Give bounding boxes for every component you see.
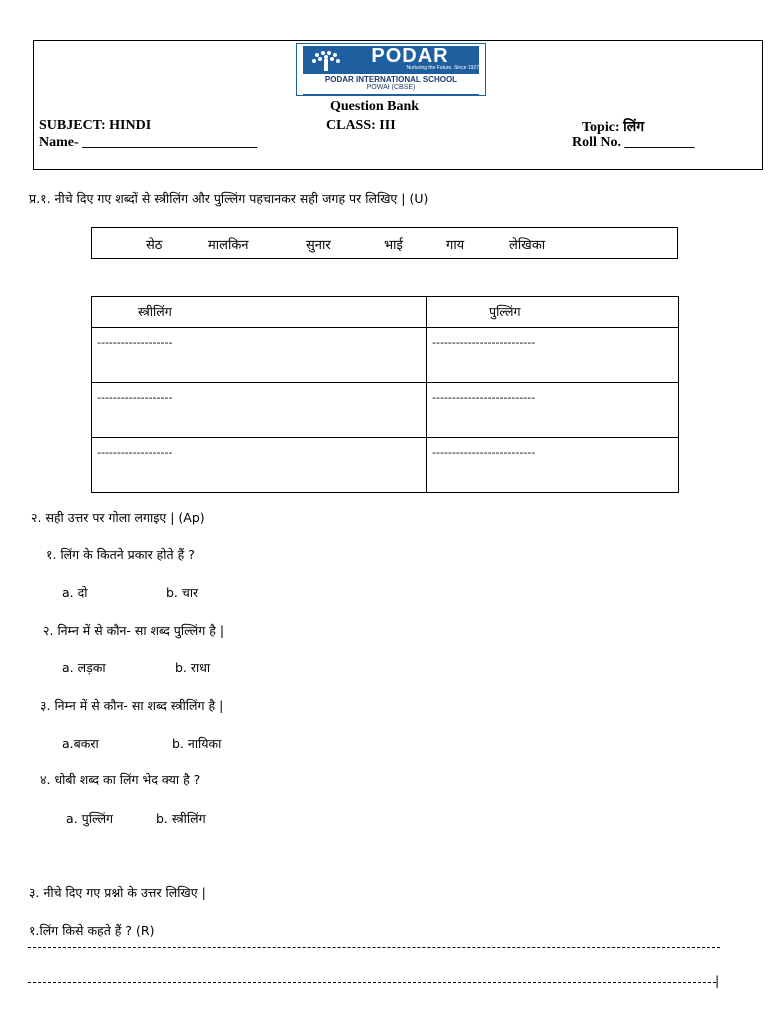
masculine-blank[interactable]: -------------------------- [427, 438, 679, 493]
topic-label: Topic: लिंग [582, 120, 645, 135]
q2-option-a[interactable]: a.बकरा [62, 736, 99, 751]
school-logo [296, 43, 486, 96]
q1-instruction: प्र.१. नीचे दिए गए शब्दों से स्त्रीलिंग और पुल्लिंग पहचानकर सही जगह पर लिखिए | (U) [29, 191, 429, 206]
logo-school-name: PODAR INTERNATIONAL SCHOOL [324, 75, 458, 84]
q2-option-a[interactable]: a. लड़का [62, 660, 106, 675]
subject-label: SUBJECT: HINDI [39, 118, 152, 133]
word-item: भाई [384, 238, 403, 253]
table-header-row [92, 297, 679, 328]
q2-option-b[interactable]: b. स्त्रीलिंग [156, 811, 206, 826]
roll-field[interactable]: Roll No. __________ [572, 135, 695, 150]
q3-instruction: ३. नीचे दिए गए प्रश्नो के उत्तर लिखिए | [29, 885, 206, 900]
q2-question-4: ४. धोबी शब्द का लिंग भेद क्या है ? [40, 772, 201, 787]
word-item: मालकिन [208, 238, 249, 253]
table-row [92, 328, 679, 383]
word-item: सेठ [146, 238, 163, 253]
doc-title: Question Bank [330, 99, 420, 114]
tree-icon [309, 49, 343, 71]
end-mark: | [715, 973, 720, 988]
table-row [92, 438, 679, 493]
name-field[interactable]: Name- _________________________ [39, 135, 258, 150]
feminine-blank[interactable]: ------------------- [92, 438, 427, 493]
q2-option-b[interactable]: b. राधा [175, 660, 211, 675]
q2-question-3: ३. निम्न में से कौन- सा शब्द स्त्रीलिंग है | [40, 698, 224, 713]
q2-question-2: २. निम्न में से कौन- सा शब्द पुल्लिंग है | [43, 623, 225, 638]
feminine-blank[interactable]: ------------------- [92, 328, 427, 383]
feminine-blank[interactable]: ------------------- [92, 383, 427, 438]
word-item: सुनार [306, 238, 331, 253]
class-label: CLASS: III [326, 118, 396, 133]
q2-option-a[interactable]: a. दो [62, 585, 88, 600]
word-bank [91, 227, 678, 259]
answer-line[interactable] [28, 982, 716, 983]
masculine-blank[interactable]: -------------------------- [427, 328, 679, 383]
table-row [92, 383, 679, 438]
logo-location: POWAI (CBSE) [366, 84, 416, 91]
header-feminine: स्त्रीलिंग [92, 297, 427, 328]
q2-option-b[interactable]: b. चार [166, 585, 199, 600]
logo-tagline: Nurturing the Future. Since 1927 [406, 65, 479, 71]
q2-question-1: १. लिंग के कितने प्रकार होते हैं ? [46, 547, 195, 562]
q2-option-a[interactable]: a. पुल्लिंग [66, 811, 114, 826]
q2-option-b[interactable]: b. नायिका [172, 736, 222, 751]
logo-name: PODAR [371, 45, 449, 67]
header-masculine: पुल्लिंग [427, 297, 679, 328]
masculine-blank[interactable]: -------------------------- [427, 383, 679, 438]
q2-instruction: २. सही उत्तर पर गोला लगाइए | (Ap) [31, 510, 205, 525]
q3-question-1: १.लिंग किसे कहते हैं ? (R) [29, 923, 155, 938]
word-item: लेखिका [509, 238, 546, 253]
logo-banner [303, 46, 479, 74]
word-item: गाय [446, 238, 465, 253]
gender-table [91, 296, 679, 493]
answer-line[interactable] [28, 947, 720, 948]
logo-underline [303, 94, 479, 95]
